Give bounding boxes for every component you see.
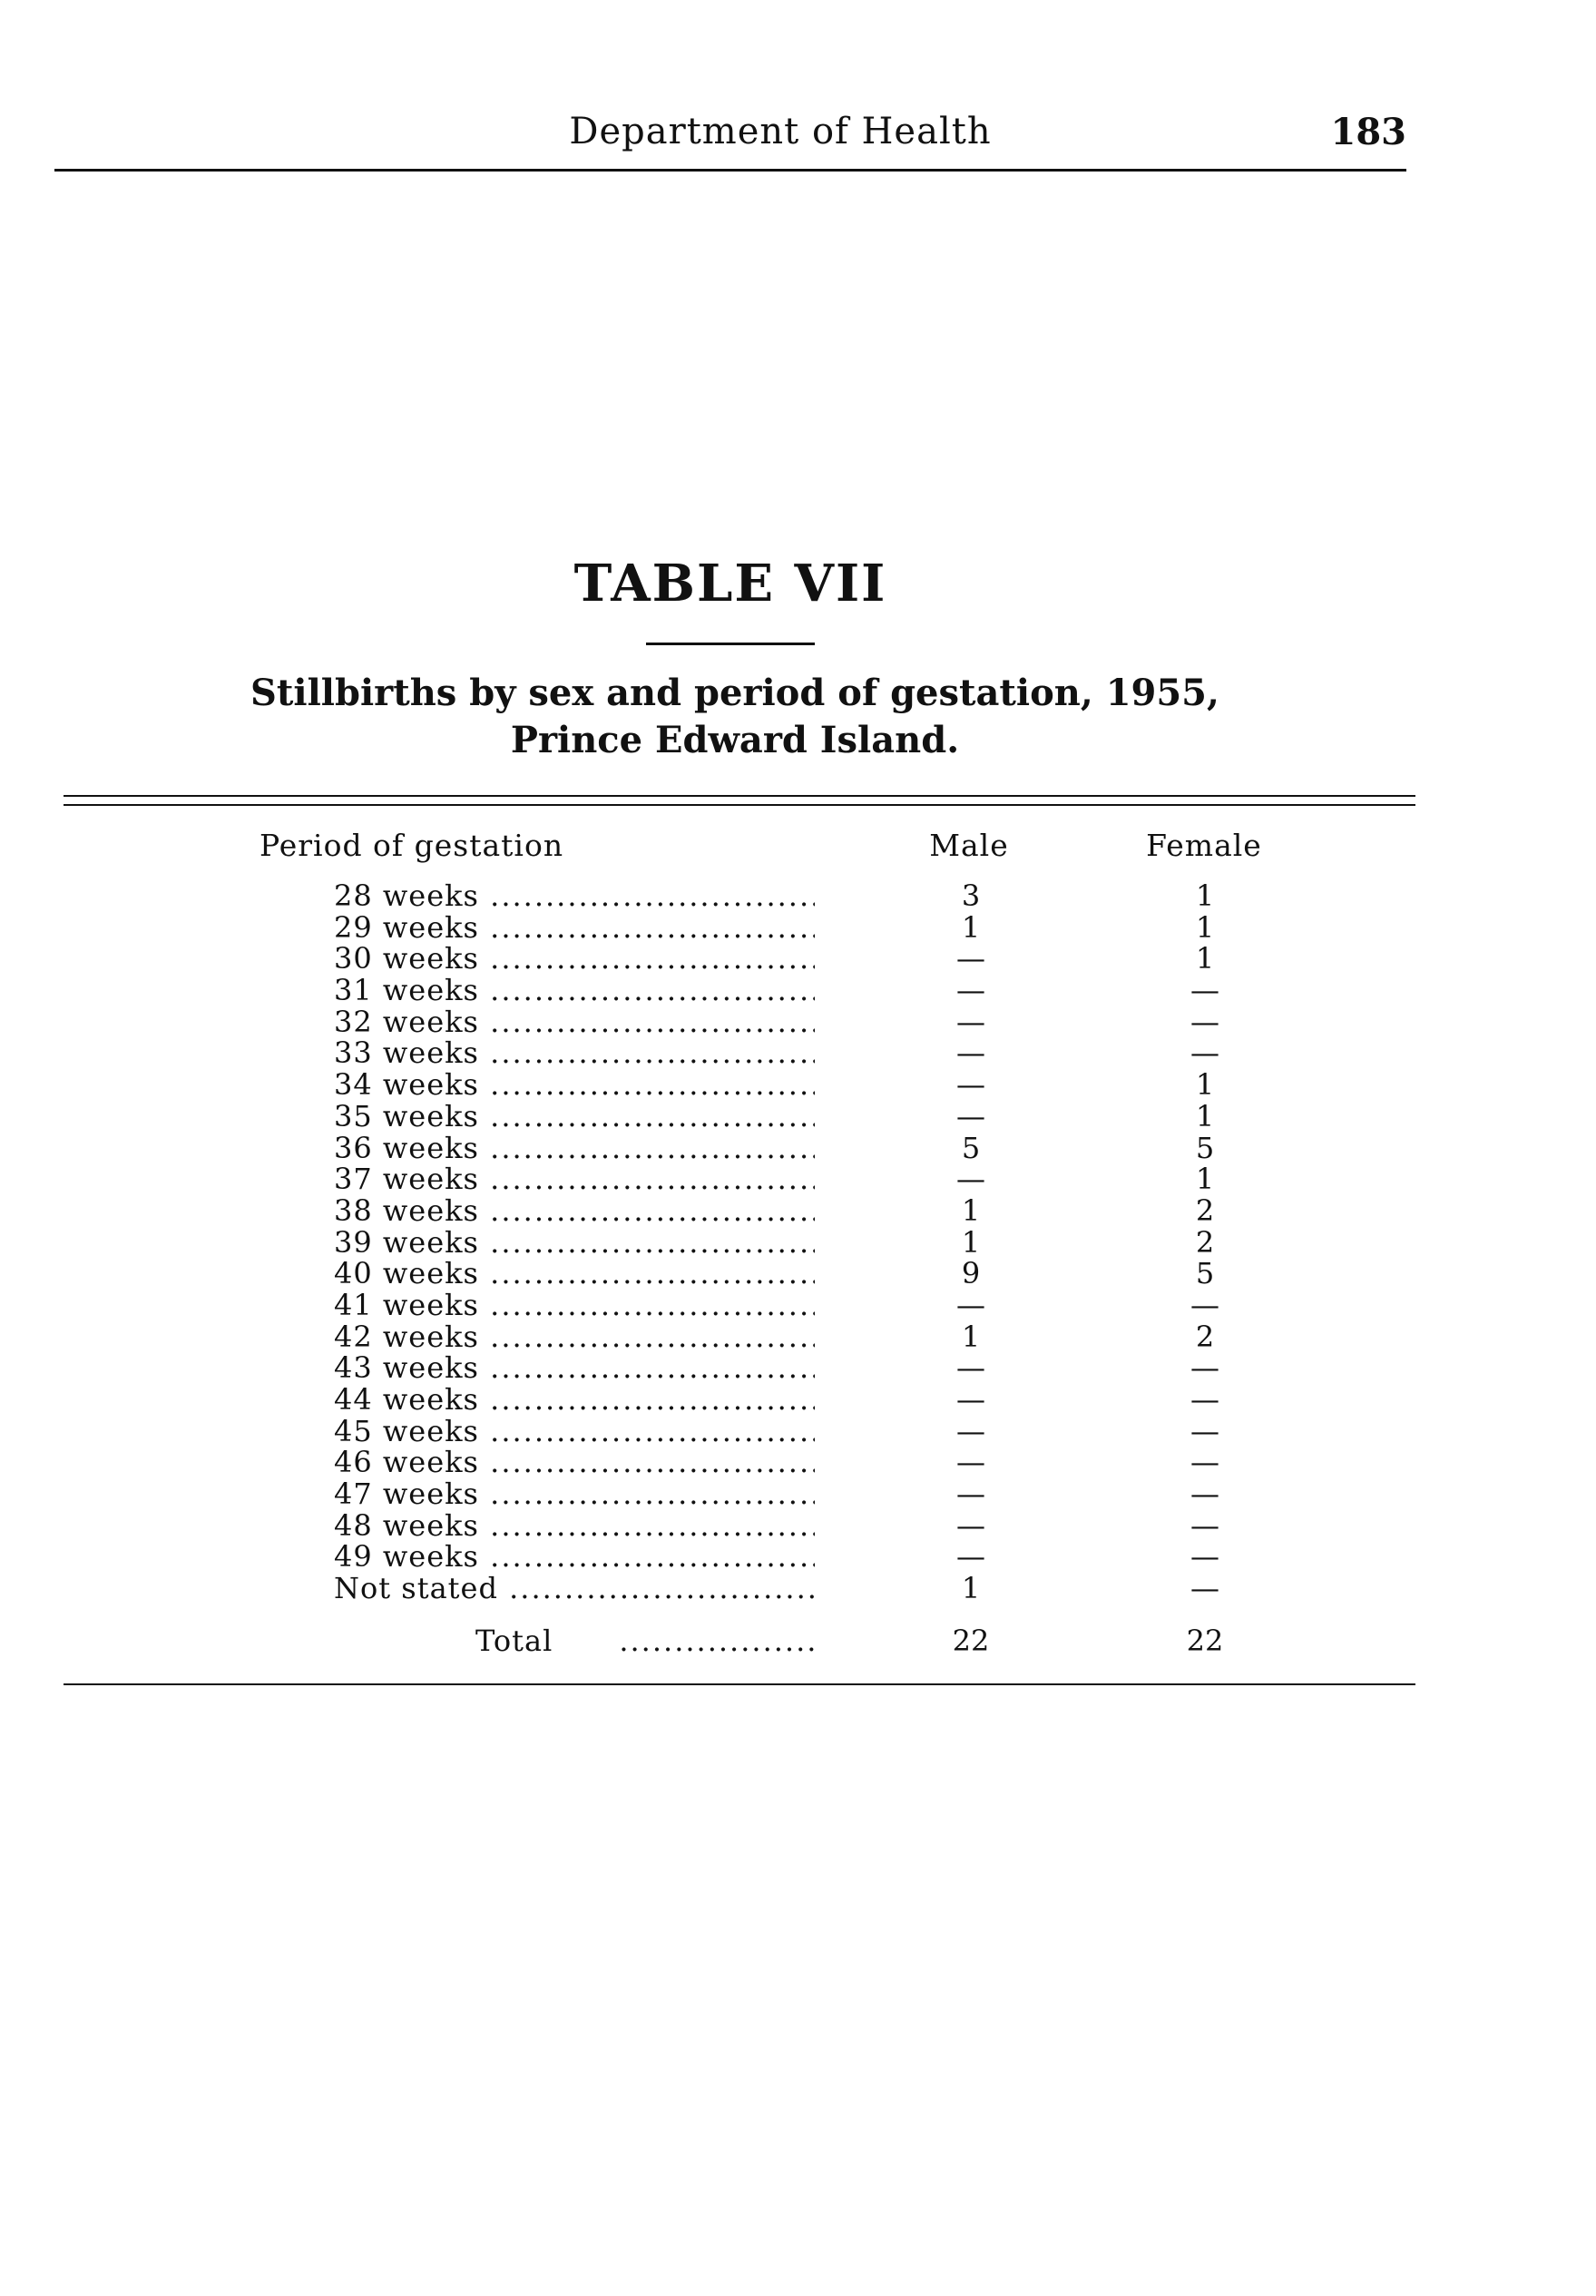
table-row xyxy=(0,1478,1596,1510)
row-female-value: — xyxy=(1190,1571,1219,1606)
row-period-label: 36 weeks ..... xyxy=(334,1133,815,1164)
row-period-label: 49 weeks ..... xyxy=(334,1541,815,1573)
row-male-value: 9 xyxy=(961,1256,981,1291)
table-bottom-rule xyxy=(64,1683,1415,1685)
table-row xyxy=(0,1006,1596,1038)
table-label: TABLE VII xyxy=(573,554,887,613)
row-female-value: 5 xyxy=(1195,1256,1215,1291)
table-row xyxy=(0,943,1596,975)
table-row xyxy=(0,1507,1596,1543)
row-period-label: 29 weeks ..... xyxy=(334,912,815,944)
row-female-value: — xyxy=(1190,1035,1219,1071)
table-row xyxy=(0,1321,1596,1353)
row-period-label: 46 weeks ..... xyxy=(334,1447,815,1478)
table-row xyxy=(0,1224,1596,1260)
row-female-value: — xyxy=(1190,1004,1219,1039)
row-female-value: 1 xyxy=(1195,941,1215,976)
row-period-label: 41 weeks ..... xyxy=(334,1290,815,1321)
table-row xyxy=(0,975,1596,1006)
table-body xyxy=(0,880,1596,1604)
row-period-label: 40 weeks ..... xyxy=(334,1258,815,1290)
row-male-value: 3 xyxy=(961,878,981,913)
table-row xyxy=(0,880,1596,912)
table-row xyxy=(0,1037,1596,1069)
row-period-label: 32 weeks ..... xyxy=(334,1006,815,1038)
row-female-value: 1 xyxy=(1195,878,1215,913)
row-female-value: 2 xyxy=(1195,1224,1215,1260)
row-female-value: 1 xyxy=(1195,909,1215,945)
row-male-value: — xyxy=(956,1004,985,1039)
row-male-value: 5 xyxy=(961,1130,981,1165)
row-period-label: 42 weeks ..... xyxy=(334,1321,815,1353)
row-period-label: 28 weeks ..... xyxy=(334,880,815,912)
row-female-value: 1 xyxy=(1195,1162,1215,1197)
row-male-value: — xyxy=(956,1413,985,1448)
row-female-value: 1 xyxy=(1195,1067,1215,1103)
row-female-value: — xyxy=(1190,1445,1219,1480)
table-row xyxy=(0,1069,1596,1101)
table-row xyxy=(0,1352,1596,1384)
row-male-value: — xyxy=(956,1382,985,1417)
row-period-label: 44 weeks ..... xyxy=(334,1384,815,1416)
row-period-label: 39 weeks ..... xyxy=(334,1227,815,1259)
title-rule xyxy=(646,643,815,645)
page-number: 183 xyxy=(1330,111,1406,153)
row-male-value: 1 xyxy=(961,1319,981,1354)
row-male-value: 1 xyxy=(961,1571,981,1606)
row-period-label: 38 weeks ..... xyxy=(334,1195,815,1227)
total-male: 22 xyxy=(952,1624,990,1658)
row-female-value: — xyxy=(1190,1287,1219,1322)
table-row xyxy=(0,1130,1596,1165)
header-rule xyxy=(54,169,1406,172)
row-female-value: — xyxy=(1190,973,1219,1008)
table-row xyxy=(0,909,1596,945)
row-period-label: 47 weeks ..... xyxy=(334,1478,815,1510)
table-row xyxy=(0,1413,1596,1448)
table-row xyxy=(0,1447,1596,1478)
table-row xyxy=(0,1258,1596,1290)
row-period-label: 34 weeks ..... xyxy=(334,1069,815,1101)
row-period-label: 33 weeks ..... xyxy=(334,1037,815,1069)
row-male-value: — xyxy=(956,1098,985,1133)
total-female: 22 xyxy=(1186,1624,1224,1658)
table-row xyxy=(0,1573,1596,1604)
table-row xyxy=(0,1192,1596,1228)
row-male-value: — xyxy=(956,1445,985,1480)
row-male-value: — xyxy=(956,1507,985,1543)
table-row xyxy=(0,1384,1596,1416)
total-row xyxy=(0,1623,1596,1659)
row-male-value: 1 xyxy=(961,909,981,945)
row-female-value: — xyxy=(1190,1350,1219,1386)
row-male-value: — xyxy=(956,1539,985,1575)
caption-line-2: Prince Edward Island. xyxy=(510,719,960,761)
row-male-value: 1 xyxy=(961,1192,981,1228)
row-female-value: — xyxy=(1190,1507,1219,1543)
row-male-value: — xyxy=(956,1477,985,1512)
row-male-value: — xyxy=(956,1067,985,1103)
row-period-label: 31 weeks ..... xyxy=(334,975,815,1006)
row-period-label: 45 weeks ..... xyxy=(334,1416,815,1447)
column-header-period: Period of gestation xyxy=(259,828,564,863)
table-caption xyxy=(0,670,1470,764)
row-male-value: — xyxy=(956,941,985,976)
table-row xyxy=(0,1163,1596,1195)
row-male-value: — xyxy=(956,973,985,1008)
row-period-label: 30 weeks ..... xyxy=(334,943,815,975)
column-header-male: Male xyxy=(929,828,1009,863)
total-label: Total ..... xyxy=(475,1623,815,1659)
row-period-label: 43 weeks ..... xyxy=(334,1352,815,1384)
row-male-value: — xyxy=(956,1162,985,1197)
row-male-value: — xyxy=(956,1350,985,1386)
running-title: Department of Health xyxy=(569,111,992,152)
table-top-rule xyxy=(64,795,1415,806)
row-female-value: — xyxy=(1190,1382,1219,1417)
row-female-value: 2 xyxy=(1195,1192,1215,1228)
row-male-value: — xyxy=(956,1287,985,1322)
column-header-female: Female xyxy=(1146,828,1262,863)
caption-line-1: Stillbirths by sex and period of gestation, 1955, xyxy=(250,672,1219,714)
row-male-value: — xyxy=(956,1035,985,1071)
row-period-label: 37 weeks ..... xyxy=(334,1163,815,1195)
row-female-value: — xyxy=(1190,1477,1219,1512)
row-female-value: 2 xyxy=(1195,1319,1215,1354)
row-period-label: Not stated ..... xyxy=(334,1573,815,1604)
row-female-value: 1 xyxy=(1195,1098,1215,1133)
row-female-value: — xyxy=(1190,1539,1219,1575)
table-row xyxy=(0,1541,1596,1573)
table-row xyxy=(0,1098,1596,1133)
running-head xyxy=(54,107,1406,162)
table-row xyxy=(0,1287,1596,1322)
row-period-label: 35 weeks ..... xyxy=(334,1101,815,1133)
row-female-value: 5 xyxy=(1195,1130,1215,1165)
row-period-label: 48 weeks ..... xyxy=(334,1510,815,1542)
row-female-value: — xyxy=(1190,1413,1219,1448)
row-male-value: 1 xyxy=(961,1224,981,1260)
